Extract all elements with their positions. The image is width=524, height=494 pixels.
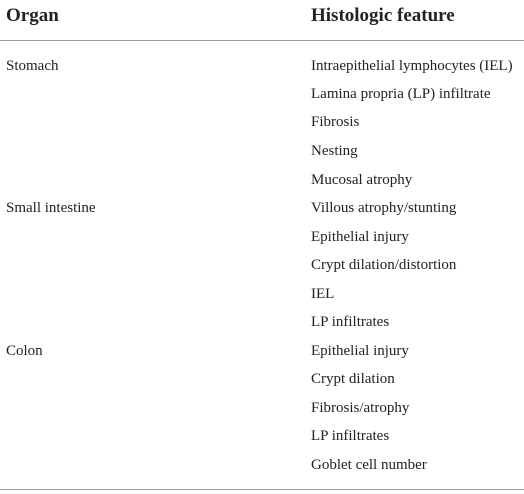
feature-cell: Nesting <box>311 143 358 159</box>
table-row <box>0 199 524 227</box>
table-row <box>0 285 524 313</box>
table-row <box>0 113 524 141</box>
table-row <box>0 456 524 484</box>
table-row <box>0 57 524 85</box>
feature-cell: IEL <box>311 286 335 302</box>
feature-cell: Intraepithelial lymphocytes (IEL) <box>311 58 513 74</box>
table-bottom-divider <box>0 489 524 490</box>
feature-cell: Lamina propria (LP) infiltrate <box>311 86 491 102</box>
table-row <box>0 399 524 427</box>
header-histologic-feature: Histologic feature <box>311 5 455 26</box>
feature-cell: LP infiltrates <box>311 428 390 444</box>
table-row <box>0 342 524 370</box>
table-row <box>0 427 524 455</box>
table-row <box>0 256 524 284</box>
organ-cell: Small intestine <box>6 200 96 216</box>
feature-cell: Mucosal atrophy <box>311 172 413 188</box>
feature-cell: Fibrosis <box>311 114 360 130</box>
table-row <box>0 142 524 170</box>
feature-cell: Goblet cell number <box>311 457 427 473</box>
feature-cell: Epithelial injury <box>311 343 409 359</box>
header-divider <box>0 40 524 41</box>
table-header <box>0 0 524 40</box>
feature-cell: Crypt dilation <box>311 371 395 387</box>
organ-cell: Stomach <box>6 58 59 74</box>
feature-cell: Fibrosis/atrophy <box>311 400 410 416</box>
feature-cell: Crypt dilation/distortion <box>311 257 457 273</box>
table-row <box>0 313 524 341</box>
feature-cell: Villous atrophy/stunting <box>311 200 457 216</box>
table-row <box>0 171 524 199</box>
feature-cell: LP infiltrates <box>311 314 390 330</box>
feature-cell: Epithelial injury <box>311 229 409 245</box>
table-row <box>0 85 524 113</box>
organ-cell: Colon <box>6 343 43 359</box>
table-row <box>0 228 524 256</box>
table-row <box>0 370 524 398</box>
header-organ: Organ <box>6 5 59 26</box>
